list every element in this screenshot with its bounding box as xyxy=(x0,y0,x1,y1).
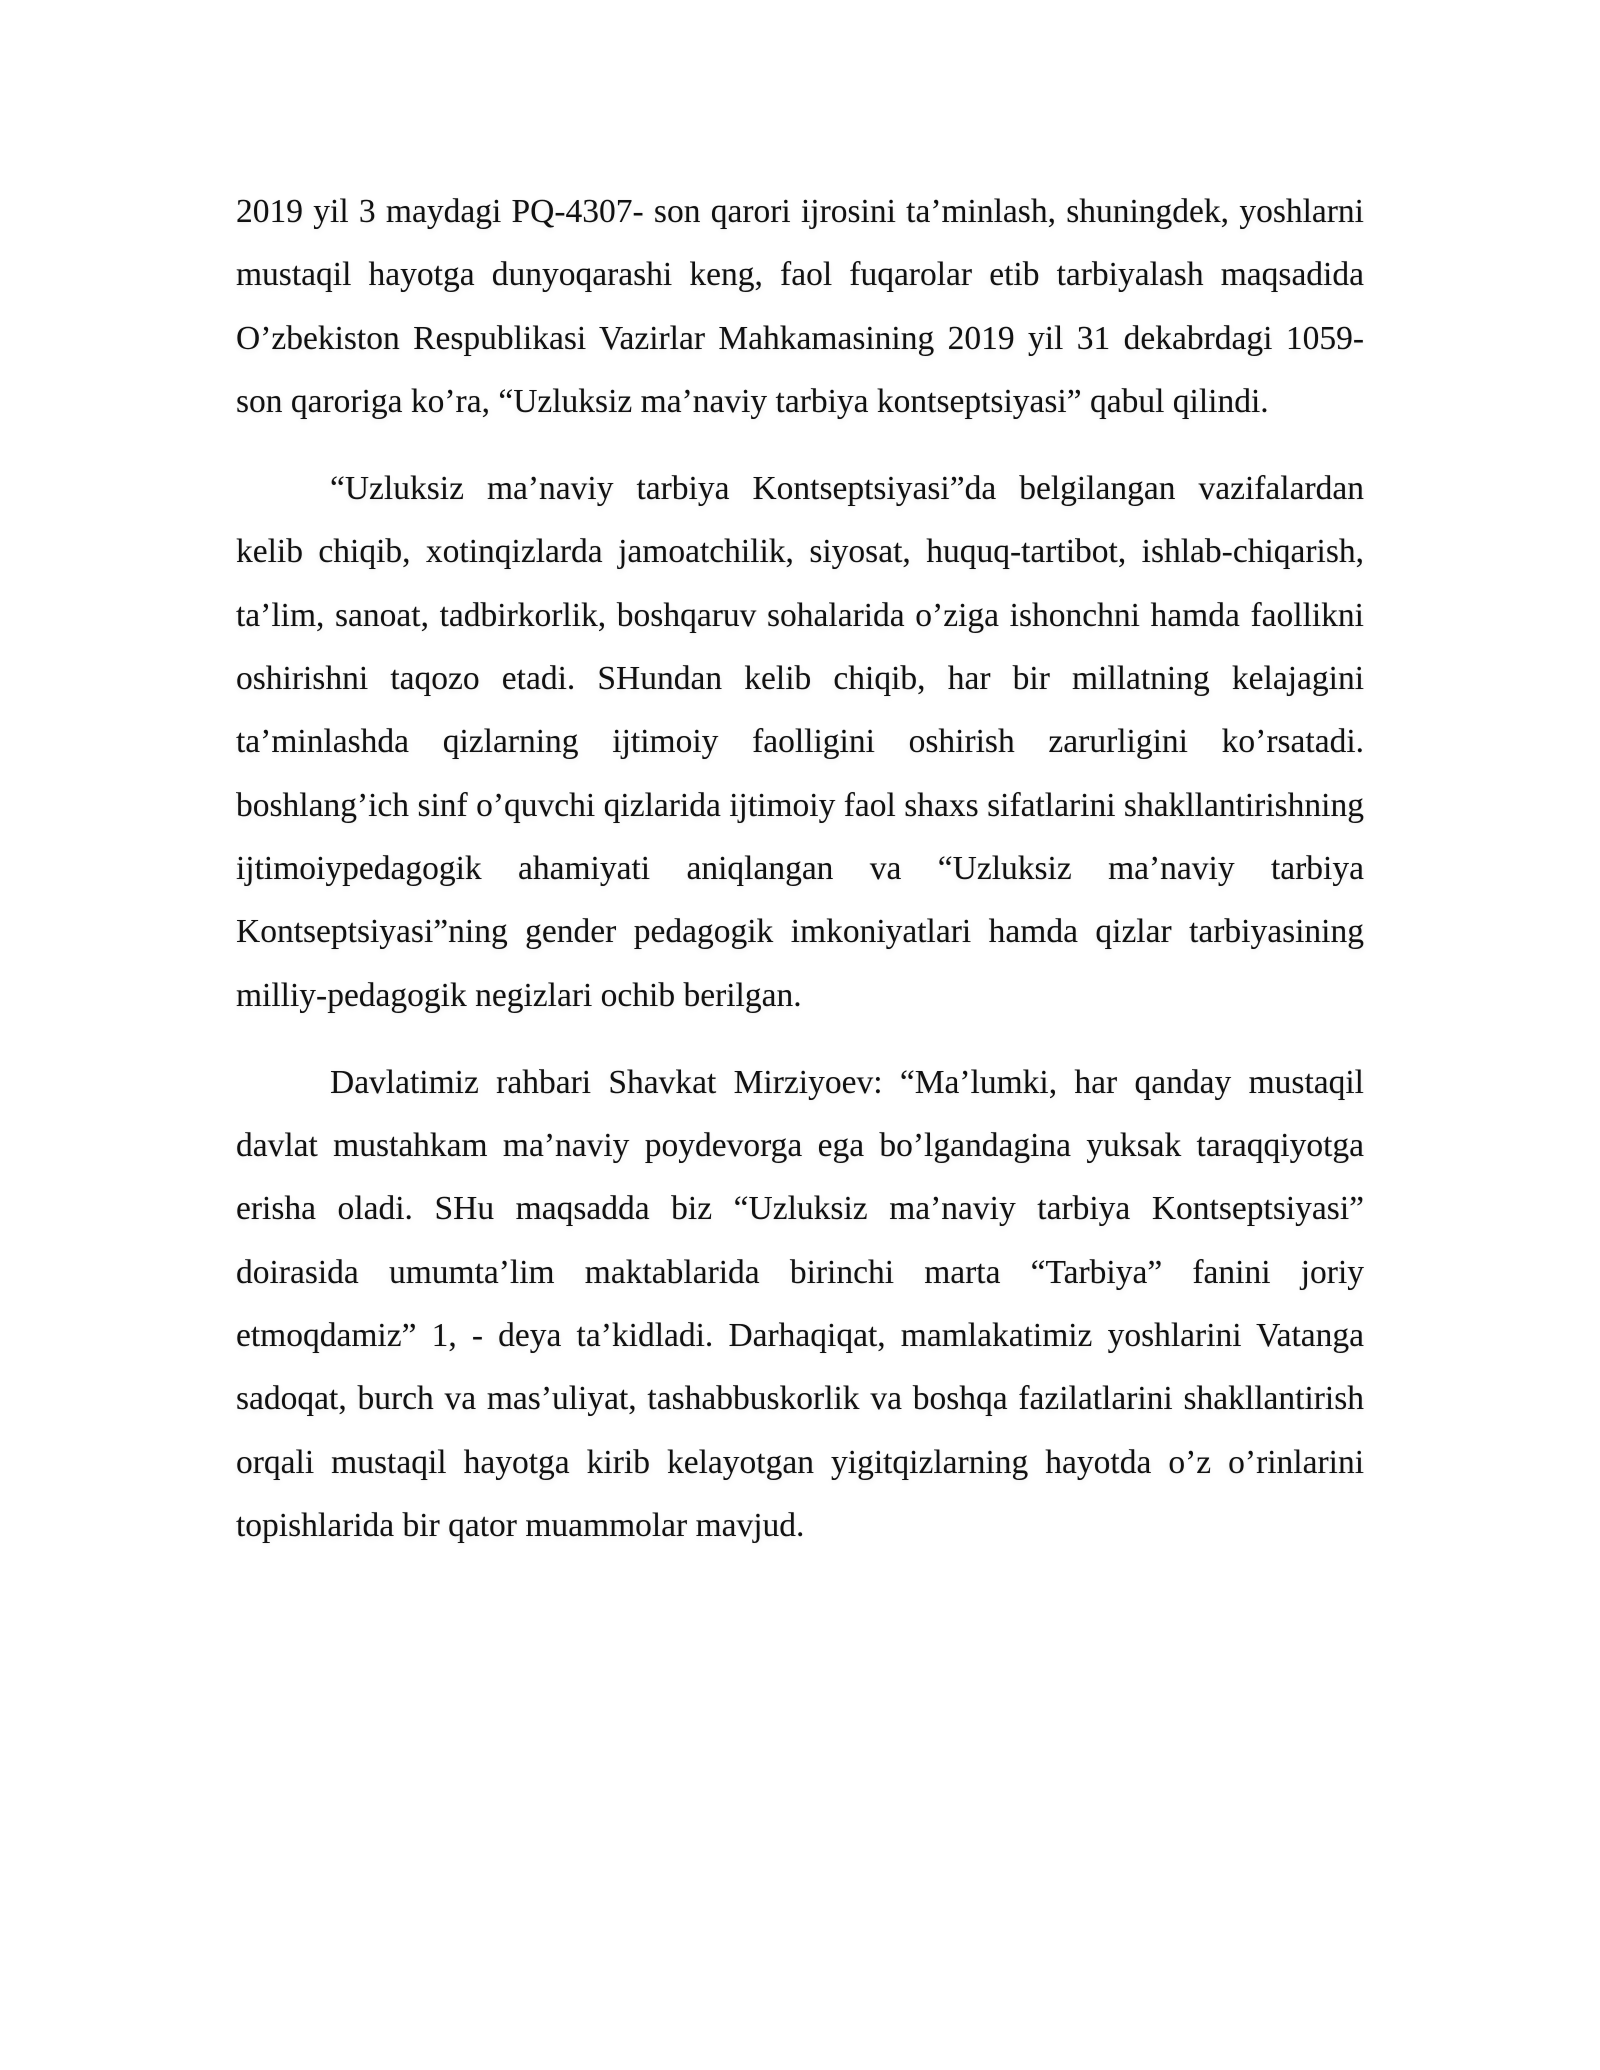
paragraph-3: Davlatimiz rahbari Shavkat Mirziyoev: “Ma’lumki, har qanday mustaqil davlat mustahkam ma’naviy poydevorga ega bo’lgandagina yuksak taraqqiyotga erisha oladi. SHu maqsadda biz “Uzluksiz ma’naviy tarbiya Kontseptsiyasi” doirasida umumta’lim maktablarida birinchi marta “Tarbiya” fanini joriy etmoqdamiz” 1, - deya ta’kidladi. Darhaqiqat, mamlakatimiz yoshlarini Vatanga sadoqat, burch va mas’uliyat, tashabbuskorlik va boshqa fazilatlarini shakllantirish orqali mustaqil hayotga kirib kelayotgan yigitqizlarning hayotda o’z o’rinlarini topishlarida bir qator muammolar mavjud. xyxy=(236,1063,1364,1544)
document-body xyxy=(236,180,1364,1581)
paragraph-1: 2019 yil 3 maydagi PQ-4307- son qarori ijrosini ta’minlash, shuningdek, yoshlarni mustaqil hayotga dunyoqarashi keng, faol fuqarolar etib tarbiyalash maqsadida O’zbekiston Respublikasi Vazirlar Mahkamasining 2019 yil 31 dekabrdagi 1059-son qaroriga ko’ra, “Uzluksiz ma’naviy tarbiya kontseptsiyasi” qabul qilindi. xyxy=(236,193,1364,420)
paragraph-2: “Uzluksiz ma’naviy tarbiya Kontseptsiyasi”da belgilangan vazifalardan kelib chiqib, xotinqizlarda jamoatchilik, siyosat, huquq-tartibot, ishlab-chiqarish, ta’lim, sanoat, tadbirkorlik, boshqaruv sohalarida o’ziga ishonchni hamda faollikni oshirishni taqozo etadi. SHundan kelib chiqib, har bir millatning kelajagini ta’minlashda qizlarning ijtimoiy faolligini oshirish zarurligini ko’rsatadi. boshlang’ich sinf o’quvchi qizlarida ijtimoiy faol shaxs sifatlarini shakllantirishning ijtimoiypedagogik ahamiyati aniqlangan va “Uzluksiz ma’naviy tarbiya Kontseptsiyasi”ning gender pedagogik imkoniyatlari hamda qizlar tarbiyasining milliy-pedagogik negizlari ochib berilgan. xyxy=(236,470,1364,1014)
